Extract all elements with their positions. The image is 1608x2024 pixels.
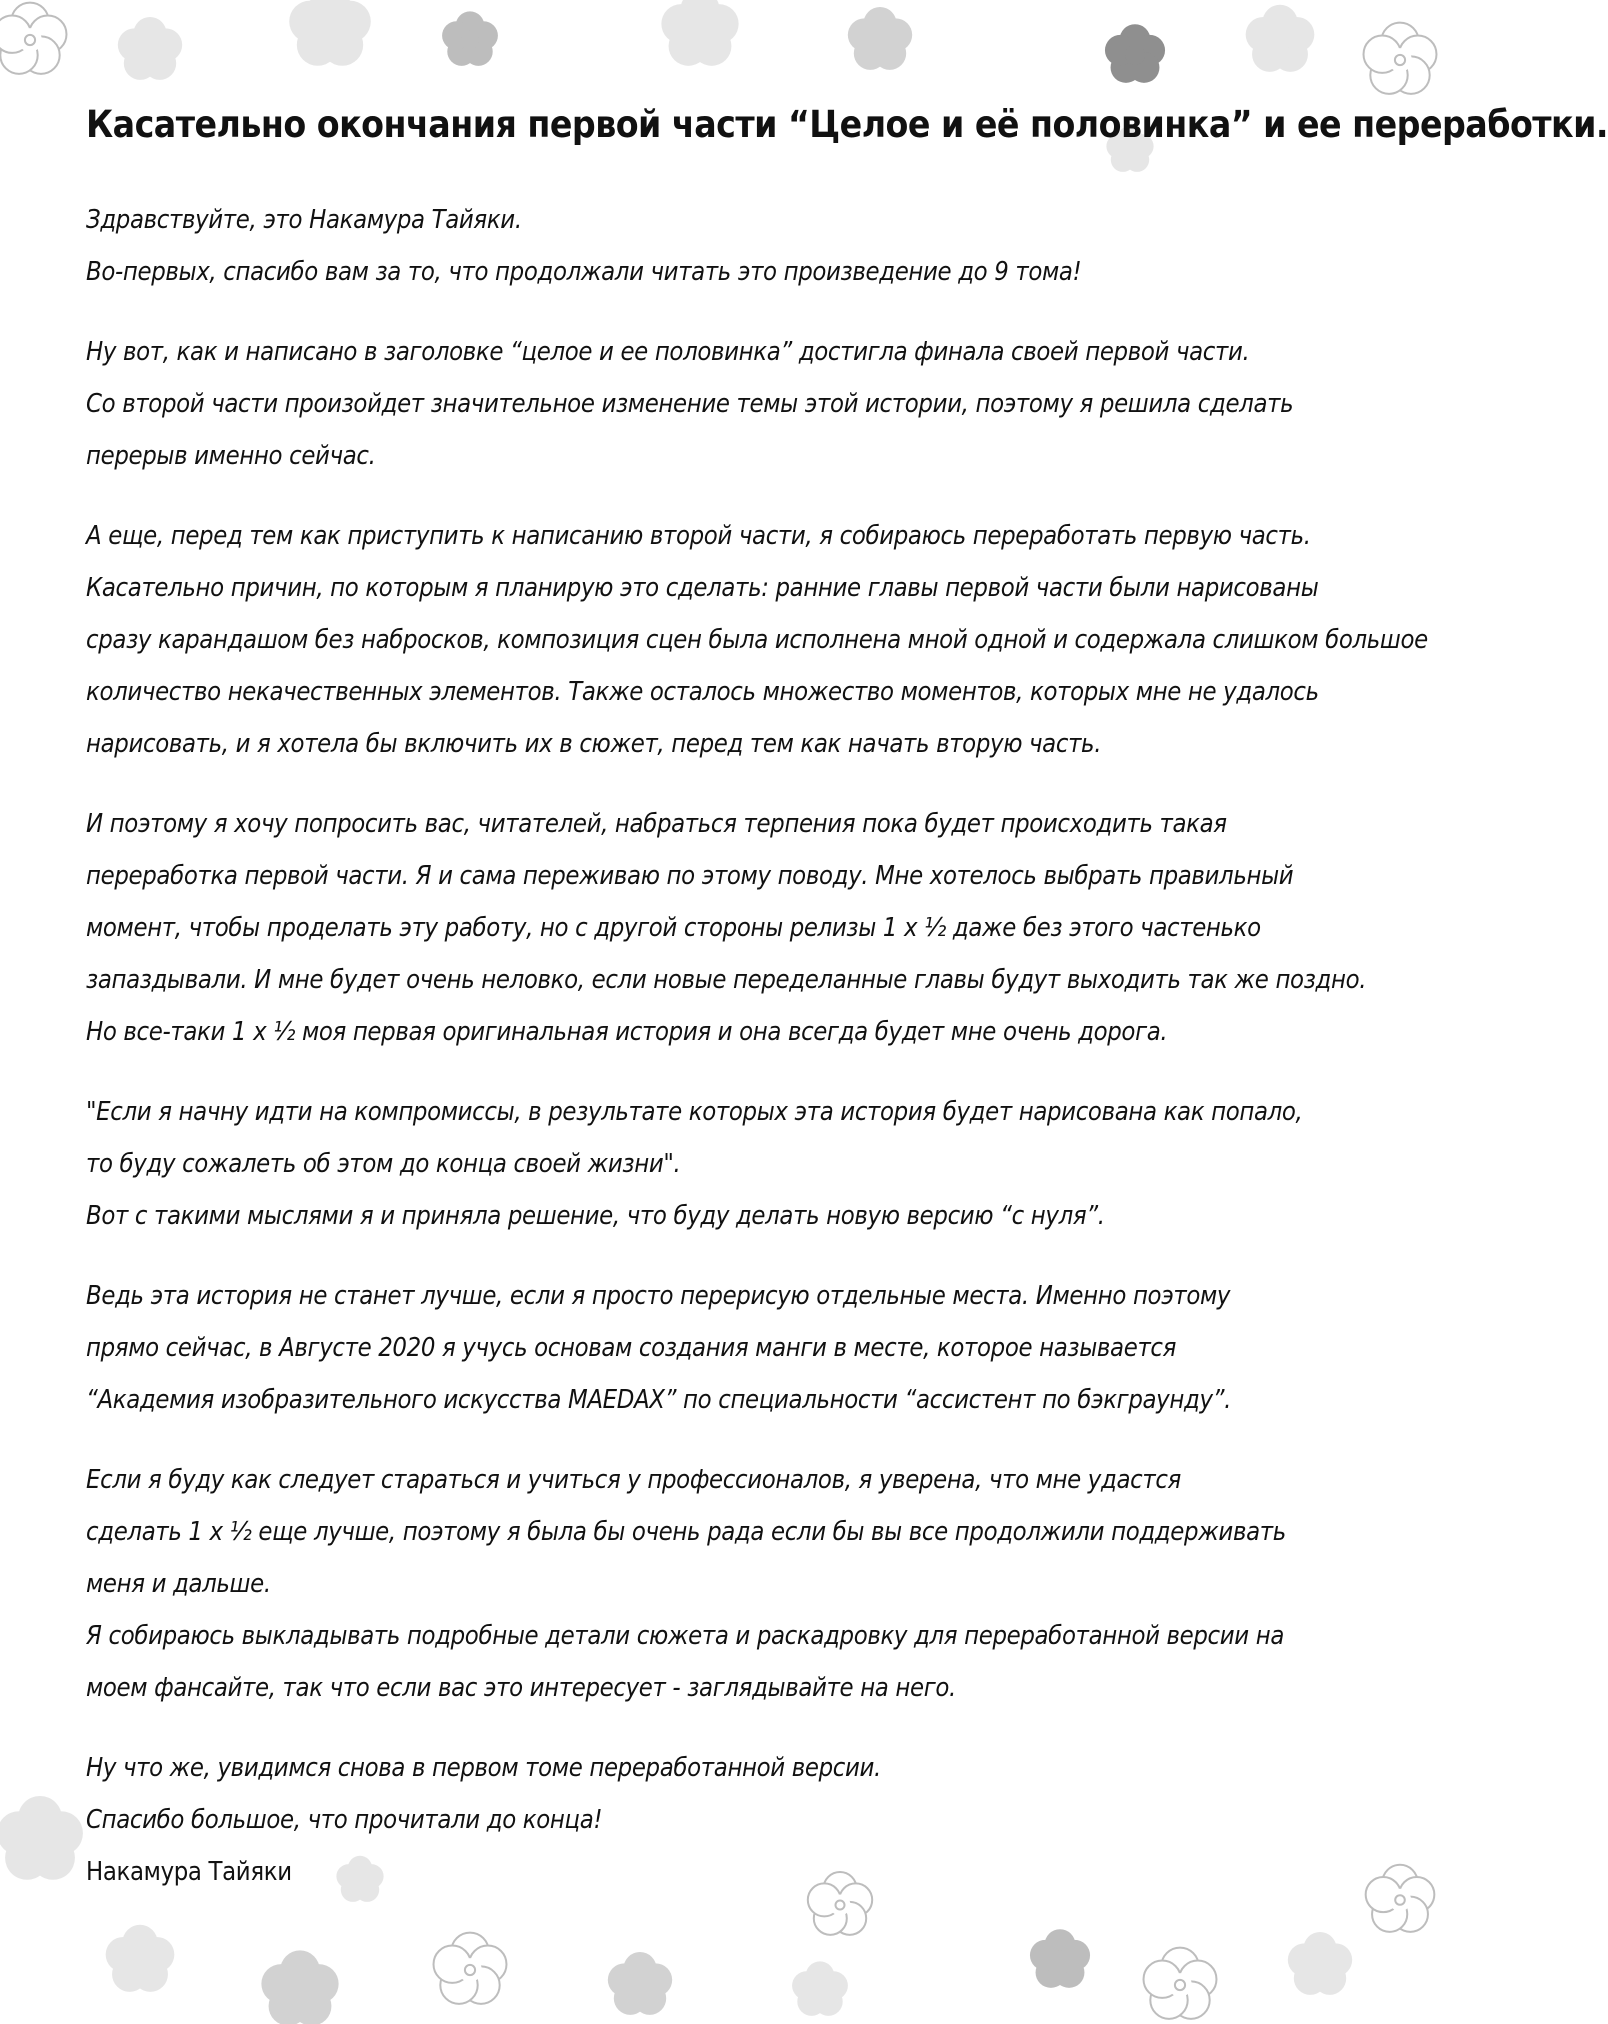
paragraph-academy [86,1270,1376,1426]
flower-icon [106,1925,175,1992]
text-line: И поэтому я хочу попросить вас, читателей, набраться терпения пока будет происходить такая [86,809,1227,839]
flower-icon [608,1952,672,2015]
text-line: Здравствуйте, это Накамура Тайяки. [86,205,522,235]
text-line: "Если я начну идти на компромиссы, в результате которых эта история будет нарисована как попало, [86,1097,1303,1127]
text-line: переработка первой части. Я и сама переживаю по этому поводу. Мне хотелось выбрать правильный [86,861,1294,891]
flower-icon [661,0,738,66]
text-line: перерыв именно сейчас. [86,441,376,471]
text-line: Я собираюсь выкладывать подробные детали сюжета и раскадровку для переработанной версии на [86,1621,1285,1651]
flower-icon [434,1933,507,2004]
flower-icon [0,3,66,74]
flower-icon [1144,1948,1217,2019]
text-line: Ну что же, увидимся снова в первом томе переработанной версии. [86,1753,881,1783]
text-line: Ведь эта история не станет лучше, если я просто перерисую отдельные места. Именно поэтому [86,1281,1231,1311]
flower-icon [0,1796,83,1880]
text-line: Если я буду как следует стараться и учиться у профессионалов, я уверена, что мне удастся [86,1465,1181,1495]
paragraph-rework [86,510,1428,770]
text-line: меня и дальше. [86,1569,271,1599]
flower-icon [792,1961,848,2015]
text-line: то буду сожалеть об этом до конца своей жизни". [86,1149,681,1179]
paragraph-greeting [86,194,1376,298]
text-line: количество некачественных элементов. Также осталось множество моментов, которых мне не удалось [86,677,1319,707]
text-line: прямо сейчас, в Августе 2020 я учусь основам создания манги в месте, которое называется [86,1333,1177,1363]
text-line: “Академия изобразительного искусства MAEDAX” по специальности “ассистент по бэкграунду”. [86,1385,1232,1415]
text-line: Ну вот, как и написано в заголовке “целое и ее половинка” достигла финала своей первой части. [86,337,1250,367]
page-title: Касательно окончания первой части “Целое и её половинка” и ее переработки. [86,103,1608,146]
flower-icon [442,11,498,65]
flower-icon [118,17,182,80]
text-line: Касательно причин, по которым я планирую это сделать: ранние главы первой части были нарисованы [86,573,1319,603]
letter-page [86,100,1608,1926]
flower-icon [1288,1932,1352,1995]
text-line: Во-первых, спасибо вам за то, что продолжали читать это произведение до 9 тома! [86,257,1082,287]
text-line: Со второй части произойдет значительное изменение темы этой истории, поэтому я решила сделать [86,389,1294,419]
paragraph-patience [86,798,1376,1058]
text-line: Вот с такими мыслями я и приняла решение, что буду делать новую версию “с нуля”. [86,1201,1105,1231]
text-line: нарисовать, и я хотела бы включить их в сюжет, перед тем как начать вторую часть. [86,729,1102,759]
paragraph-finale [86,326,1376,482]
flower-icon [1364,23,1437,94]
author-signature: Накамура Тайяки [86,1857,292,1887]
paragraph-support [86,1454,1376,1714]
text-line: Но все-таки 1 x ½ моя первая оригинальная история и она всегда будет мне очень дорога. [86,1017,1168,1047]
text-line: момент, чтобы проделать эту работу, но с другой стороны релизы 1 x ½ даже без этого частенько [86,913,1261,943]
text-line: Спасибо большое, что прочитали до конца! [86,1805,603,1835]
text-line: сразу карандашом без набросков, композиция сцен была исполнена мной одной и содержала слишком большое [86,625,1428,655]
text-line: А еще, перед тем как приступить к написанию второй части, я собираюсь переработать первую часть. [86,521,1311,551]
flower-icon [1030,1929,1090,1988]
flower-icon [1105,24,1165,83]
flower-icon [848,7,912,70]
text-line: запаздывали. И мне будет очень неловко, если новые переделанные главы будут выходить так же поздно. [86,965,1367,995]
flower-icon [1246,5,1315,72]
flower-icon [261,1950,338,2024]
text-line: моем фансайте, так что если вас это интересует - заглядывайте на него. [86,1673,956,1703]
text-line: сделать 1 x ½ еще лучше, поэтому я была бы очень рада если бы вы все продолжили поддерживать [86,1517,1286,1547]
flower-icon [289,0,371,66]
paragraph-closing [86,1742,1376,1898]
paragraph-quote [86,1086,1376,1242]
